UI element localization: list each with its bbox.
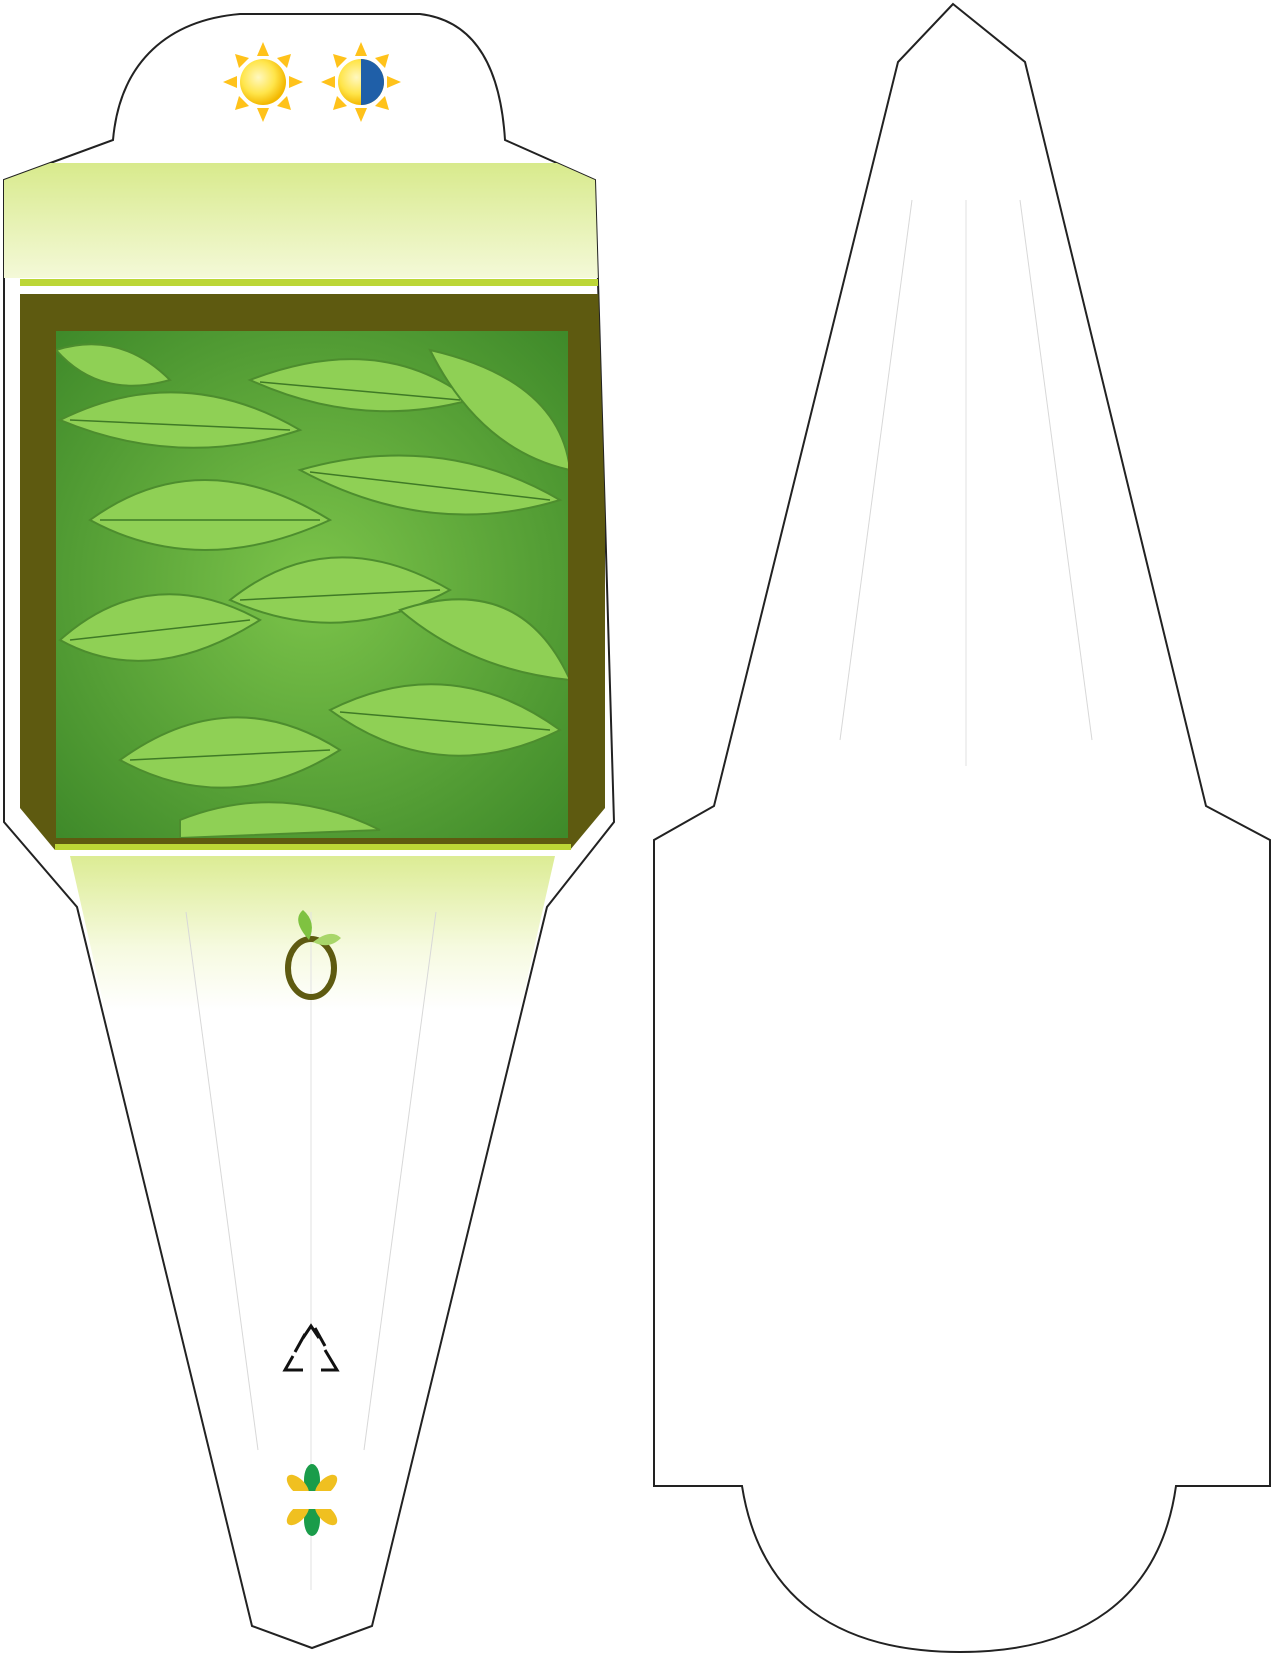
back-tag-outline xyxy=(654,4,1270,1652)
print-info xyxy=(945,52,995,212)
part-sun-icon xyxy=(321,42,401,122)
full-sun-icon xyxy=(223,42,303,122)
mint-photo xyxy=(56,331,570,838)
